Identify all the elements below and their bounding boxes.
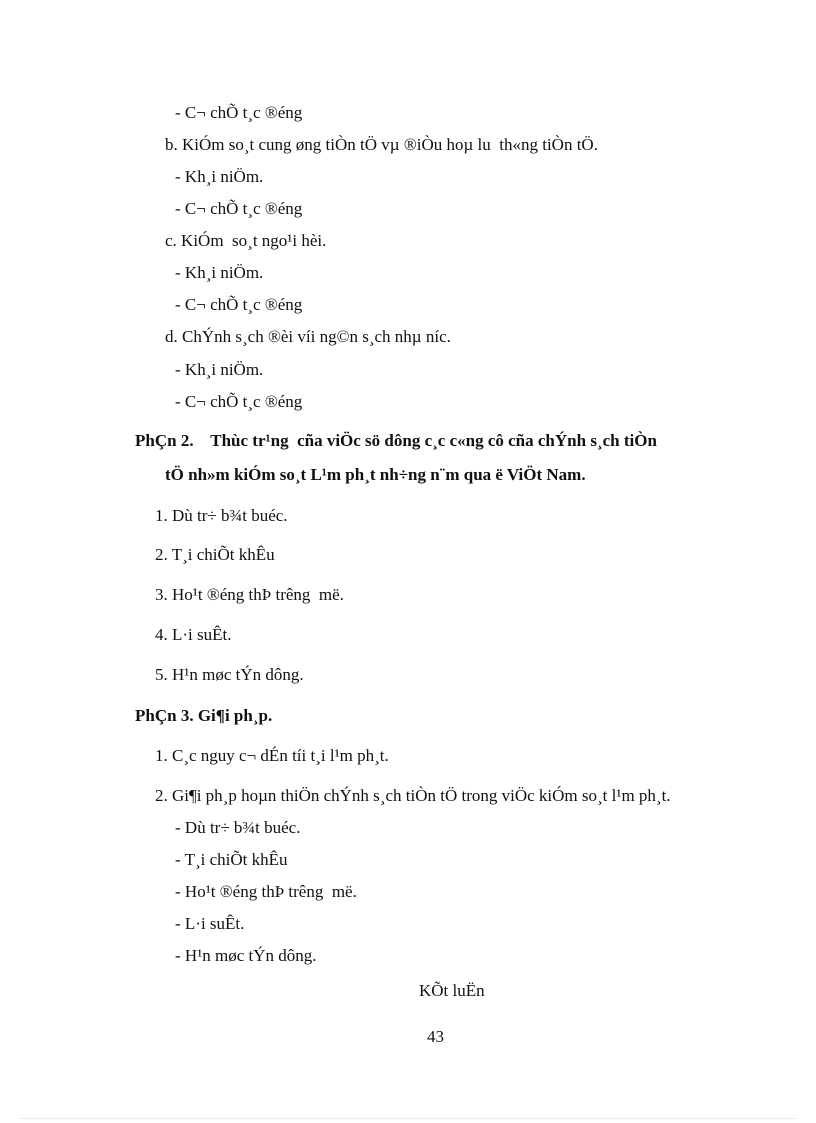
- part-2-heading-cont: tÖ nh»m kiÓm so¸t L¹m ph¸t nh÷ng n¨m qua ë ViÖt Nam.: [165, 465, 586, 484]
- toc-subitem: - C¬ chÕ t¸c ®éng: [175, 199, 303, 218]
- toc-subitem: - H¹n møc tÝn dông.: [175, 946, 317, 965]
- toc-subitem: - Kh¸i niÖm.: [175, 360, 264, 379]
- toc-subitem: - T¸i chiÕt khÊu: [175, 850, 288, 869]
- toc-subitem: - Ho¹t ®éng thÞ trêng më.: [175, 882, 357, 901]
- page-number: 43: [427, 1027, 444, 1046]
- page-bottom-divider: [20, 1118, 796, 1119]
- toc-item: 2. T¸i chiÕt khÊu: [155, 545, 275, 564]
- part-3-heading: PhÇn 3. Gi¶i ph¸p.: [135, 706, 273, 725]
- toc-subitem: - C¬ chÕ t¸c ®éng: [175, 392, 303, 411]
- toc-item: 4. L·i suÊt.: [155, 625, 232, 644]
- toc-section-b: b. KiÓm so¸t cung øng tiÒn tÖ vµ ®iÒu hoµ lu th«ng tiÒn tÖ.: [165, 135, 598, 154]
- conclusion-heading: KÕt luËn: [419, 981, 485, 1000]
- toc-item: 2. Gi¶i ph¸p hoµn thiÖn chÝnh s¸ch tiÒn tÖ trong viÖc kiÓm so¸t l¹m ph¸t.: [155, 786, 671, 805]
- toc-subitem: - Kh¸i niÖm.: [175, 167, 264, 186]
- toc-section-c: c. KiÓm so¸t ngo¹i hèi.: [165, 231, 327, 250]
- toc-subitem: - C¬ chÕ t¸c ®éng: [175, 295, 303, 314]
- toc-subitem: - Dù tr÷ b¾t buéc.: [175, 818, 301, 837]
- toc-subitem: - C¬ chÕ t¸c ®éng: [175, 103, 303, 122]
- toc-subitem: - Kh¸i niÖm.: [175, 263, 264, 282]
- toc-item: 5. H¹n møc tÝn dông.: [155, 665, 304, 684]
- toc-item: 1. Dù tr÷ b¾t buéc.: [155, 506, 288, 525]
- toc-subitem: - L·i suÊt.: [175, 914, 245, 933]
- toc-section-d: d. ChÝnh s¸ch ®èi víi ng©n s¸ch nhµ níc.: [165, 327, 451, 346]
- toc-item: 3. Ho¹t ®éng thÞ trêng më.: [155, 585, 344, 604]
- toc-item: 1. C¸c nguy c¬ dÉn tíi t¸i l¹m ph¸t.: [155, 746, 389, 765]
- part-2-heading: PhÇn 2. Thùc tr¹ng cña viÖc sö dông c¸c c«ng cô cña chÝnh s¸ch tiÒn: [135, 431, 657, 450]
